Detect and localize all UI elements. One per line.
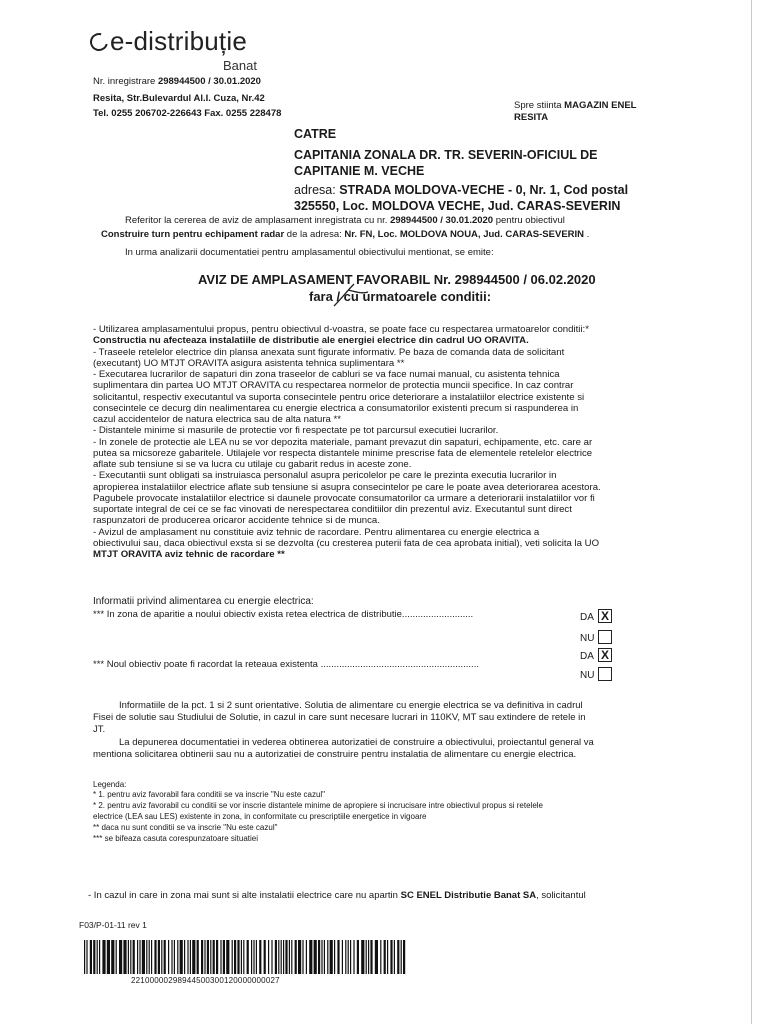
note-2-line-2: mentiona solicitarea obtinerii sau nu a autorizatiei de construire pentru instalatia de alimentare cu energie electrica. (93, 749, 577, 760)
condition-line: consecintele ce decurg din nealimentarea cu energie electrica a consumatorilor existenti precum si raspunderea in (93, 402, 579, 414)
recipient-name-line-1: CAPITANIA ZONALA DR. TR. SEVERIN-OFICIUL DE (294, 148, 598, 162)
condition-line: - Executantii sunt obligati sa instruiasca personalul asupra pericolelor pe care le prezinta executia lucrarilor in (93, 470, 557, 482)
condition-line: raspunzatori de producerea oricaror accidente tehnice si de munca. (93, 515, 380, 527)
condition-line: apropierea instalatiilor electrice aflate sub tensiune si asupra consecintelor pe care le poate avea deteriorarea acestora. (93, 481, 601, 493)
condition-line: - Avizul de amplasament nu constituie aviz tehnic de racordare. Pentru alimentarea cu energie electrica a (93, 526, 540, 538)
q2-da-checkbox[interactable]: X (598, 648, 612, 662)
condition-line: MTJT ORAVITA aviz tehnic de racordare ** (93, 549, 285, 560)
note-1-line-1: Informatiile de la pct. 1 si 2 sunt orientative. Solutia de alimentare cu energie electrica se va definitiva in cadrul (119, 700, 583, 711)
q1-nu-label: NU (580, 633, 595, 644)
legend-item: electrice (LEA sau LES) existente in zona, in conformitate cu prescriptiile energetice in vigoare (93, 812, 427, 821)
sender-address: Resita, Str.Bulevardul Al.I. Cuza, Nr.42 (93, 93, 265, 104)
form-code: F03/P-01-11 rev 1 (79, 920, 147, 930)
recipient-name-line-2: CAPITANIE M. VECHE (294, 164, 425, 178)
aviz-subtitle: fara / cu urmatoarele conditii: (309, 289, 492, 304)
condition-line: solicitantul, respectiv executantul va suporta consecintele pentru orice deteriorare a instalatiilor electrice existente si (93, 391, 585, 403)
reference-line-2: Construire turn pentru echipament radar de la adresa: Nr. FN, Loc. MOLDOVA NOUA, Jud. CARAS-SEVERIN . (101, 229, 590, 240)
condition-line: suportate integral de cei ce se fac vinovati de nerespectarea conditiilor din prezentul aviz. Executantul sunt direct (93, 504, 572, 515)
note-1-line-2: Fisei de solutie sau Studiului de Solutie, in cazul in care sunt necesare lucrari in 110KV, MT sau extindere de retele in (93, 712, 586, 723)
note-1-line-3: JT. (93, 724, 106, 735)
legend-item: ** daca nu sunt conditii se va inscrie "Nu este cazul" (93, 823, 278, 832)
supply-question-2: *** Noul obiectiv poate fi racordat la reteaua existenta ............................................................ (93, 659, 479, 670)
copy-to-city: RESITA (514, 112, 549, 123)
legend-item: *** se bifeaza casuta corespunzatoare situatiei (93, 834, 258, 843)
recipient-address-line-2: 325550, Loc. MOLDOVA VECHE, Jud. CARAS-SEVERIN (294, 199, 621, 213)
supply-heading: Informatii privind alimentarea cu energie electrica: (93, 596, 314, 607)
q2-da-label: DA (580, 651, 594, 662)
aviz-title: AVIZ DE AMPLASAMENT FAVORABIL Nr. 298944500 / 06.02.2020 (198, 272, 596, 287)
q1-da-checkbox[interactable]: X (598, 609, 612, 623)
condition-line: obiectivului sau, daca obiectivul exsta si se dezvolta (cu cresterea puterii fata de cea aprobata initial), veti solicita la UO (93, 537, 600, 549)
condition-line: - Executarea lucrarilor de sapaturi din zona traseelor de cabluri se va face numai manual, cu asistenta tehnica (93, 369, 560, 380)
condition-line: aflate sub tensiune si se va lucra cu utilaje cu gabarit redus in aceste zone. (93, 459, 412, 470)
q2-nu-label: NU (580, 670, 595, 681)
condition-line: Pagubele provocate instalatiilor electrice si daunele provocate consumatorilor ca urmare a deteriorarii instalatiilor vor fi (93, 492, 595, 504)
recipient-label: CATRE (294, 127, 337, 141)
company-logo (90, 26, 247, 57)
q1-nu-checkbox[interactable] (598, 630, 612, 644)
condition-line: - Traseele retelelor electrice din plansa anexata sunt figurate informativ. Pe baza de comanda data de solicitant (93, 346, 565, 358)
legend-item: * 1. pentru aviz favorabil fara conditii se va inscrie "Nu este cazul" (93, 790, 326, 799)
condition-line: - In zonele de protectie ale LEA nu se vor depozita materiale, pamant prevazut din sapaturi, echipamente, etc. care ar (93, 436, 593, 448)
barcode-icon (84, 940, 406, 974)
barcode-number: 22100000298944500300120000000027 (131, 976, 280, 985)
registration-number: Nr. inregistrare 298944500 / 30.01.2020 (93, 76, 261, 87)
note-2-line-1: La depunerea documentatiei in vederea obtinerea autorizatiei de construire a obiectivului, proiectantul general va (119, 737, 594, 748)
q1-da-label: DA (580, 612, 594, 623)
copy-to: Spre stiinta MAGAZIN ENEL (514, 100, 637, 111)
legend-title: Legenda: (93, 780, 127, 789)
footer-last-line: - In cazul in care in zona mai sunt si alte instalatii electrice care nu apartin SC ENEL Distributie Banat SA, solicitantul (88, 890, 586, 901)
reference-line-3: In urma analizarii documentatiei pentru amplasamentul obiectivului mentionat, se emite: (125, 247, 494, 258)
recipient-address-line-1: adresa: STRADA MOLDOVA-VECHE - 0, Nr. 1, Cod postal (294, 183, 629, 197)
condition-line: - Distantele minime si masurile de protectie vor fi respectate pe tot parcursul executiei lucrarilor. (93, 425, 499, 437)
legend-item: * 2. pentru aviz favorabil cu conditii se vor inscrie distantele minime de apropiere si incrucisare intre obiectivul propus si retelele (93, 801, 543, 810)
logo-e-icon (87, 30, 112, 55)
condition-line: Constructia nu afecteaza instalatiile de distributie ale energiei electrice din cadrul UO ORAVITA. (93, 335, 529, 347)
logo-text: e-distribuție (110, 26, 247, 56)
supply-question-1: *** In zona de aparitie a noului obiectiv exista retea electrica de distributie........................... (93, 609, 474, 620)
condition-line: cazul accidentelor de natura electrica sau de alta natura ** (93, 414, 341, 425)
q2-nu-checkbox[interactable] (598, 667, 612, 681)
conditions-list (93, 324, 693, 560)
condition-line: (executant) UO MTJT ORAVITA asigura asistenta tehnica suplimentara ** (93, 357, 405, 369)
page-edge (751, 0, 752, 1024)
logo-subtitle: Banat (223, 58, 257, 73)
condition-line: putea sa micsoreze gabaritele. Utilajele vor respecta distantele minime prescrise fata de elementele retelelor electrice (93, 447, 593, 459)
sender-phone: Tel. 0255 206702-226643 Fax. 0255 228478 (93, 108, 282, 119)
reference-line-1: Referitor la cererea de aviz de amplasament inregistrata cu nr. 298944500 / 30.01.2020 pentru obiectivul (125, 215, 565, 226)
condition-line: suplimentara din partea UO MTJT ORAVITA cu respectarea normelor de protectia muncii specifice. In caz contrar (93, 380, 574, 392)
handwritten-strike-mark (330, 280, 370, 310)
condition-line: - Utilizarea amplasamentului propus, pentru obiectivul d-voastra, se poate face cu respectarea urmatoarelor conditii:* (93, 324, 589, 335)
